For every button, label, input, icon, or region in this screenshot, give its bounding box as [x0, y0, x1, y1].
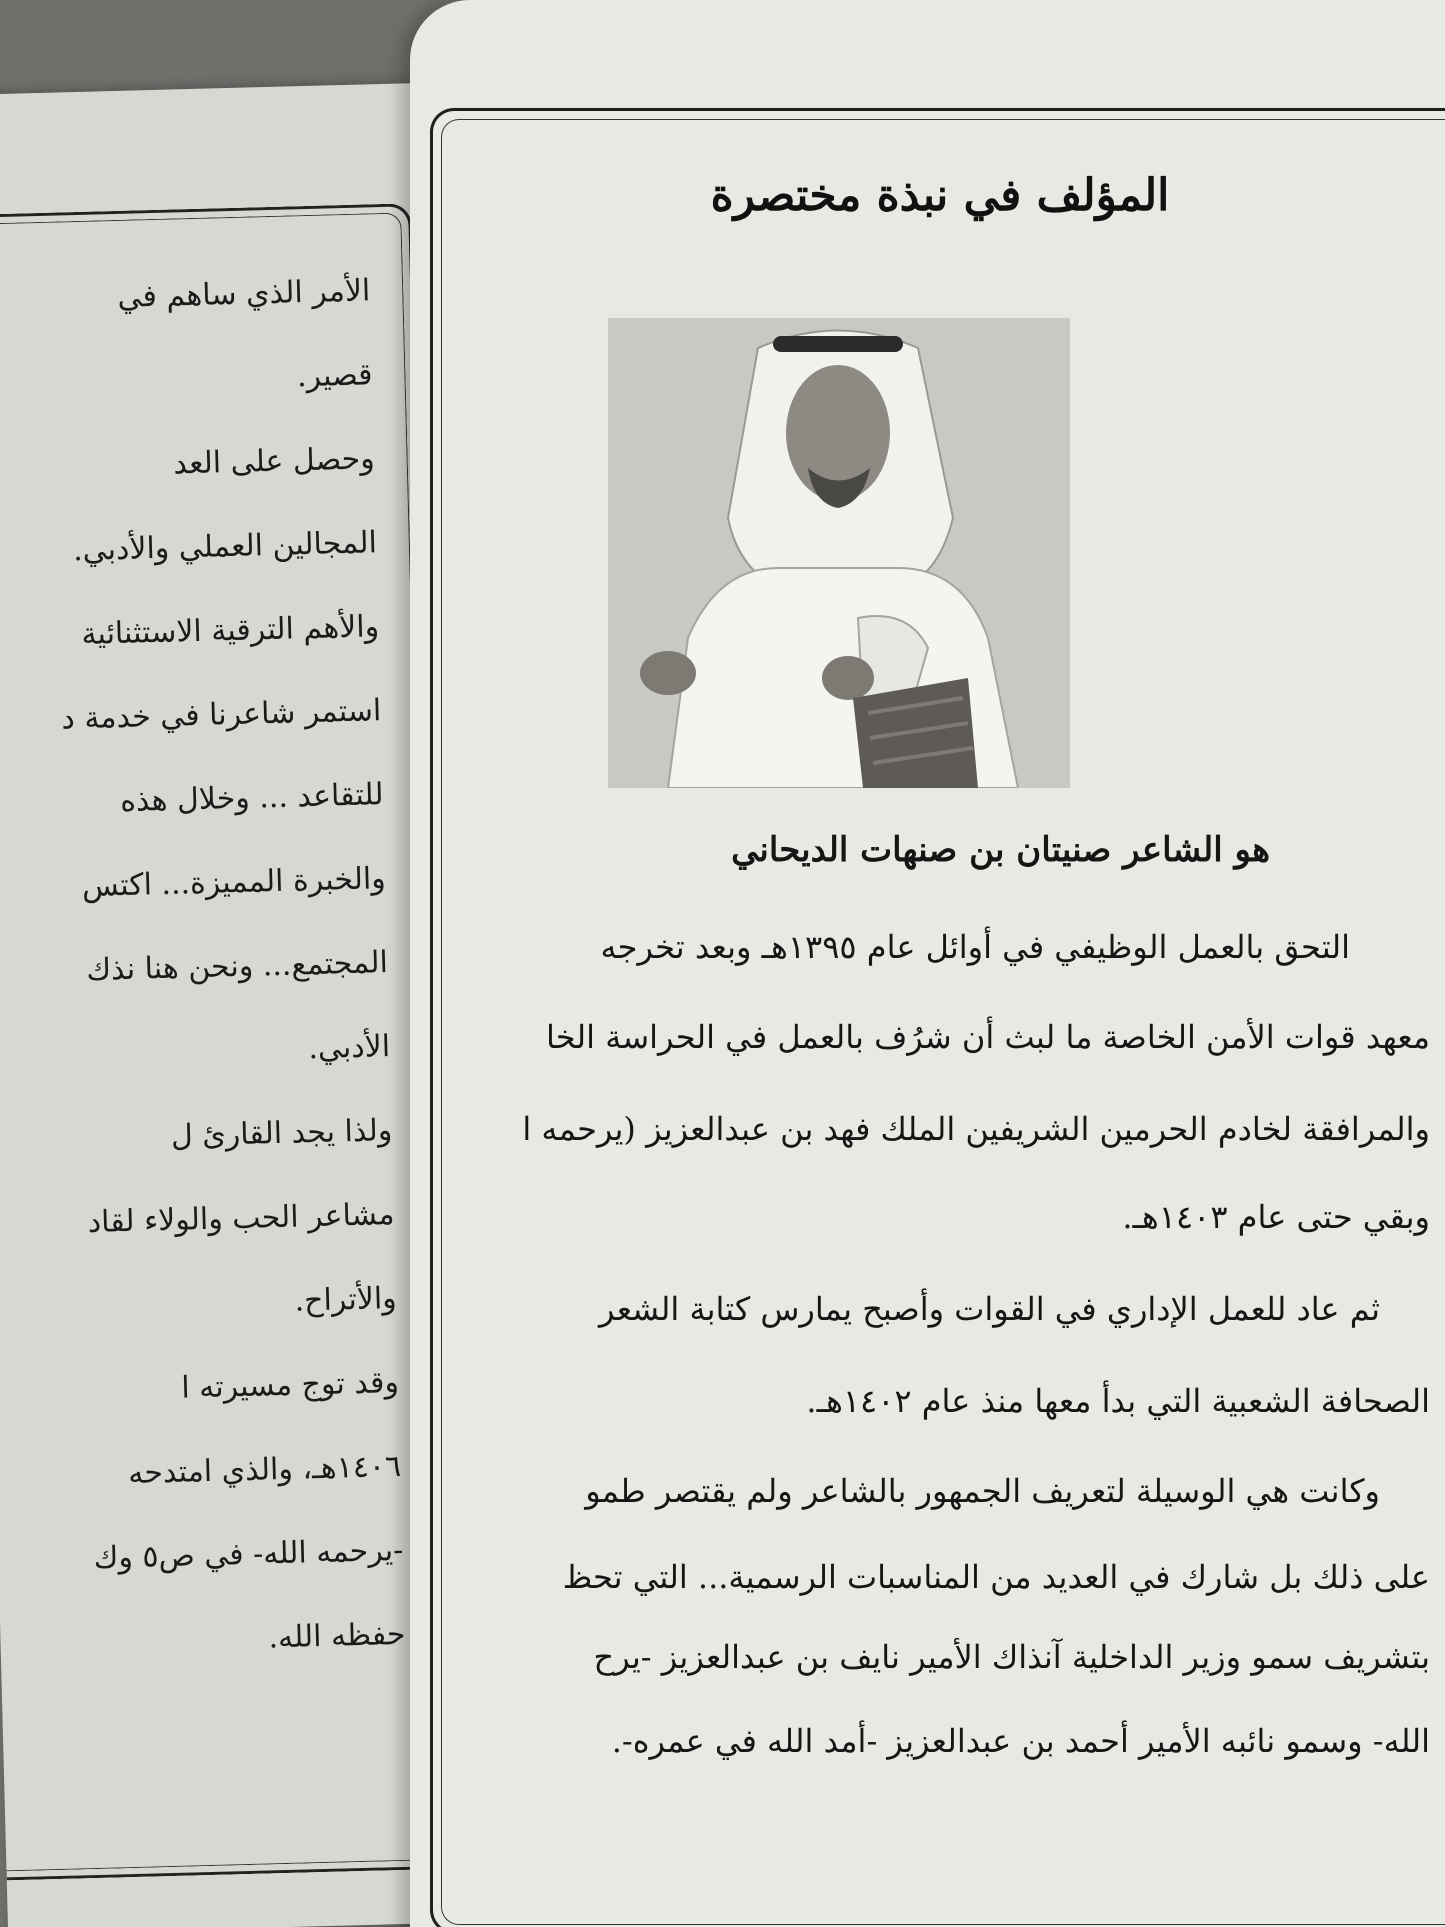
- bio-line-1: التحق بالعمل الوظيفي في أوائل عام ١٣٩٥هـ وبعد تخرجه: [600, 928, 1350, 966]
- right-page: [410, 0, 1445, 1927]
- left-line-14: وقد توج مسيرته ا: [180, 1364, 400, 1406]
- left-line-16: -يرحمه الله- في ص٥ وك: [93, 1532, 404, 1576]
- left-line-12: مشاعر الحب والولاء لقاد: [87, 1197, 395, 1241]
- left-line-6: استمر شاعرنا في خدمة د: [60, 693, 382, 737]
- bio-line-3: والمرافقة لخادم الحرمين الشريفين الملك فهد بن عبدالعزيز (يرحمه ا: [522, 1110, 1430, 1148]
- left-line-4: المجالين العملي والأدبي.: [72, 525, 378, 569]
- left-line-15: ١٤٠٦هـ، والذي امتدحه: [127, 1448, 402, 1492]
- left-line-5: والأهم الترقية الاستثنائية: [80, 609, 380, 652]
- bio-line-7: وكانت هي الوسيلة لتعريف الجمهور بالشاعر ولم يقتصر طمو: [585, 1472, 1380, 1510]
- left-line-3: وحصل على العد: [172, 441, 376, 482]
- left-line-8: والخبرة المميزة... اكتس: [81, 861, 387, 905]
- bio-lead: هو الشاعر صنيتان بن صنهات الديحاني: [731, 830, 1270, 870]
- left-line-13: والأتراح.: [294, 1280, 398, 1319]
- bio-line-5: ثم عاد للعمل الإداري في القوات وأصبح يمارس كتابة الشعر: [599, 1290, 1380, 1328]
- bio-line-9: بتشريف سمو وزير الداخلية آنذاك الأمير نايف بن عبدالعزيز -يرح: [593, 1638, 1430, 1676]
- left-line-17: حفظه الله.: [268, 1616, 406, 1656]
- left-line-2: قصير.: [296, 357, 373, 395]
- bio-line-2: معهد قوات الأمن الخاصة ما لبث أن شرُف بالعمل في الحراسة الخا: [545, 1018, 1430, 1056]
- author-portrait-illustration: [608, 318, 1070, 788]
- left-line-10: الأدبي.: [307, 1029, 391, 1067]
- bio-line-6: الصحافة الشعبية التي بدأ معها منذ عام ١٤٠٢هـ.: [806, 1382, 1430, 1420]
- bio-line-4: وبقي حتى عام ١٤٠٣هـ.: [1122, 1198, 1430, 1236]
- left-line-7: للتقاعد ... وخلال هذه: [119, 777, 384, 820]
- left-page: [0, 83, 468, 1927]
- page-title: المؤلف في نبذة مختصرة: [710, 170, 1170, 221]
- left-line-9: المجتمع... ونحن هنا نذك: [85, 945, 389, 988]
- bio-line-8: على ذلك بل شارك في العديد من المناسبات الرسمية... التي تحظ: [562, 1558, 1430, 1596]
- bio-line-10: الله- وسمو نائبه الأمير أحمد بن عبدالعزيز -أمد الله في عمره-.: [611, 1722, 1430, 1760]
- author-photo: [608, 318, 1070, 788]
- left-line-11: ولذا يجد القارئ ل: [170, 1113, 393, 1154]
- left-page-text: [0, 249, 407, 1687]
- left-line-1: الأمر الذي ساهم في: [117, 273, 371, 315]
